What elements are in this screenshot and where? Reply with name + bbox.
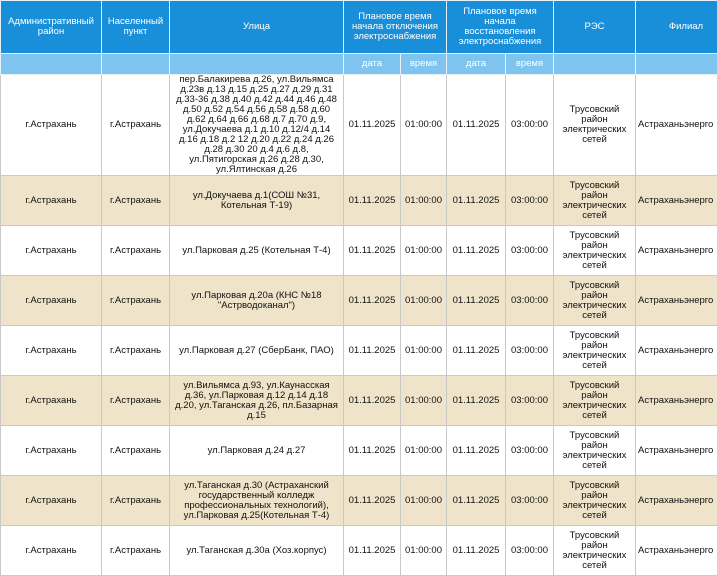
subheader-empty: [170, 54, 344, 75]
cell-district: г.Астрахань: [1, 476, 102, 526]
cell-on-time: 03:00:00: [506, 326, 554, 376]
subheader-empty: [554, 54, 636, 75]
cell-on-time: 03:00:00: [506, 75, 554, 176]
table-row: [1, 426, 717, 476]
cell-street: ул.Таганская д.30а (Хоз.корпус): [170, 526, 344, 576]
cell-off-date: 01.11.2025: [344, 276, 401, 326]
header-off-time: Плановое время начала отключения электроснабжения: [344, 1, 447, 54]
cell-off-date: 01.11.2025: [344, 526, 401, 576]
table-row: [1, 526, 717, 576]
cell-res: Трусовский район электрических сетей: [554, 176, 636, 226]
cell-settlement: г.Астрахань: [102, 276, 170, 326]
cell-district: г.Астрахань: [1, 526, 102, 576]
cell-street: пер.Балакирева д.26, ул.Вильямса д.23в д.13 д.15 д.25 д.27 д.29 д.31 д.33-36 д.38 д.40 д.42 д.44 д.46 д.48 д.50 д.52 д.54 д.56 д.58 д.58 д.60 д.62 д.64 д.66 д.68 д.7 д.70 д.9, ул.Докучаева д.1 д.10 д.12/4 д.14 д.16 д.18 д.2 12 д.20 д.22 д.24 д.26 д.28 д.30 20 д.4 д.6 д.8, ул.Пятигорская д.26 д.28 д.30, ул.Ялтинская д.26: [170, 75, 344, 176]
cell-on-time: 03:00:00: [506, 526, 554, 576]
cell-off-date: 01.11.2025: [344, 176, 401, 226]
cell-street: ул.Докучаева д.1(СОШ №31, Котельная Т-19): [170, 176, 344, 226]
cell-off-time: 01:00:00: [401, 226, 447, 276]
cell-off-date: 01.11.2025: [344, 75, 401, 176]
table-row: [1, 326, 717, 376]
table-row: [1, 226, 717, 276]
cell-off-date: 01.11.2025: [344, 326, 401, 376]
cell-street: ул.Таганская д.30 (Астраханский государственный колледж профессиональных технологий), ул.Парковая д.25(Котельная Т-4): [170, 476, 344, 526]
subheader-on-time: время: [506, 54, 554, 75]
subheader-on-date: дата: [447, 54, 506, 75]
cell-off-time: 01:00:00: [401, 176, 447, 226]
cell-off-time: 01:00:00: [401, 326, 447, 376]
cell-on-date: 01.11.2025: [447, 75, 506, 176]
cell-res: Трусовский район электрических сетей: [554, 226, 636, 276]
subheader-empty: [102, 54, 170, 75]
cell-on-time: 03:00:00: [506, 226, 554, 276]
cell-settlement: г.Астрахань: [102, 75, 170, 176]
cell-settlement: г.Астрахань: [102, 176, 170, 226]
header-row: [1, 1, 717, 54]
cell-off-time: 01:00:00: [401, 75, 447, 176]
table-header: [1, 1, 717, 75]
cell-res: Трусовский район электрических сетей: [554, 426, 636, 476]
cell-district: г.Астрахань: [1, 326, 102, 376]
cell-settlement: г.Астрахань: [102, 326, 170, 376]
cell-on-time: 03:00:00: [506, 276, 554, 326]
cell-street: ул.Парковая д.24 д.27: [170, 426, 344, 476]
cell-off-time: 01:00:00: [401, 276, 447, 326]
subheader-row: [1, 54, 717, 75]
header-district: Административный район: [1, 1, 102, 54]
cell-off-time: 01:00:00: [401, 526, 447, 576]
table-row: [1, 376, 717, 426]
cell-on-time: 03:00:00: [506, 476, 554, 526]
cell-branch: Астраханьэнерго: [636, 176, 717, 226]
cell-on-date: 01.11.2025: [447, 376, 506, 426]
cell-settlement: г.Астрахань: [102, 226, 170, 276]
cell-res: Трусовский район электрических сетей: [554, 476, 636, 526]
cell-on-date: 01.11.2025: [447, 276, 506, 326]
cell-district: г.Астрахань: [1, 426, 102, 476]
header-branch: Филиал: [636, 1, 717, 54]
cell-branch: Астраханьэнерго: [636, 426, 717, 476]
header-res: РЭС: [554, 1, 636, 54]
cell-res: Трусовский район электрических сетей: [554, 75, 636, 176]
subheader-empty: [1, 54, 102, 75]
cell-branch: Астраханьэнерго: [636, 276, 717, 326]
table-row: [1, 75, 717, 176]
cell-res: Трусовский район электрических сетей: [554, 276, 636, 326]
cell-street: ул.Вильямса д.93, ул.Каунасская д.36, ул.Парковая д.12 д.14 д.18 д.20, ул.Таганская д.26, пл.Базарная д.15: [170, 376, 344, 426]
cell-on-date: 01.11.2025: [447, 426, 506, 476]
cell-on-date: 01.11.2025: [447, 526, 506, 576]
cell-off-date: 01.11.2025: [344, 376, 401, 426]
cell-off-time: 01:00:00: [401, 426, 447, 476]
cell-branch: Астраханьэнерго: [636, 526, 717, 576]
table-body: [1, 75, 717, 576]
header-street: Улица: [170, 1, 344, 54]
cell-on-date: 01.11.2025: [447, 226, 506, 276]
header-on-time: Плановое время начала восстановления электроснабжения: [447, 1, 554, 54]
cell-on-date: 01.11.2025: [447, 176, 506, 226]
cell-street: ул.Парковая д.20а (КНС №18 "Астрводоканал"): [170, 276, 344, 326]
cell-branch: Астраханьэнерго: [636, 226, 717, 276]
cell-on-time: 03:00:00: [506, 376, 554, 426]
header-settlement: Населенный пункт: [102, 1, 170, 54]
cell-off-date: 01.11.2025: [344, 476, 401, 526]
cell-on-date: 01.11.2025: [447, 476, 506, 526]
cell-district: г.Астрахань: [1, 176, 102, 226]
subheader-off-time: время: [401, 54, 447, 75]
table-row: [1, 276, 717, 326]
cell-on-time: 03:00:00: [506, 176, 554, 226]
cell-branch: Астраханьэнерго: [636, 476, 717, 526]
cell-off-date: 01.11.2025: [344, 426, 401, 476]
table-row: [1, 476, 717, 526]
cell-district: г.Астрахань: [1, 226, 102, 276]
cell-settlement: г.Астрахань: [102, 376, 170, 426]
table-row: [1, 176, 717, 226]
cell-branch: Астраханьэнерго: [636, 376, 717, 426]
cell-settlement: г.Астрахань: [102, 476, 170, 526]
cell-on-date: 01.11.2025: [447, 326, 506, 376]
cell-off-time: 01:00:00: [401, 376, 447, 426]
cell-res: Трусовский район электрических сетей: [554, 326, 636, 376]
cell-district: г.Астрахань: [1, 276, 102, 326]
cell-district: г.Астрахань: [1, 376, 102, 426]
cell-street: ул.Парковая д.27 (СберБанк, ПАО): [170, 326, 344, 376]
cell-branch: Астраханьэнерго: [636, 75, 717, 176]
cell-street: ул.Парковая д.25 (Котельная Т-4): [170, 226, 344, 276]
cell-settlement: г.Астрахань: [102, 526, 170, 576]
cell-branch: Астраханьэнерго: [636, 326, 717, 376]
cell-district: г.Астрахань: [1, 75, 102, 176]
subheader-empty: [636, 54, 717, 75]
cell-on-time: 03:00:00: [506, 426, 554, 476]
cell-settlement: г.Астрахань: [102, 426, 170, 476]
cell-off-time: 01:00:00: [401, 476, 447, 526]
cell-res: Трусовский район электрических сетей: [554, 376, 636, 426]
subheader-off-date: дата: [344, 54, 401, 75]
cell-res: Трусовский район электрических сетей: [554, 526, 636, 576]
cell-off-date: 01.11.2025: [344, 226, 401, 276]
